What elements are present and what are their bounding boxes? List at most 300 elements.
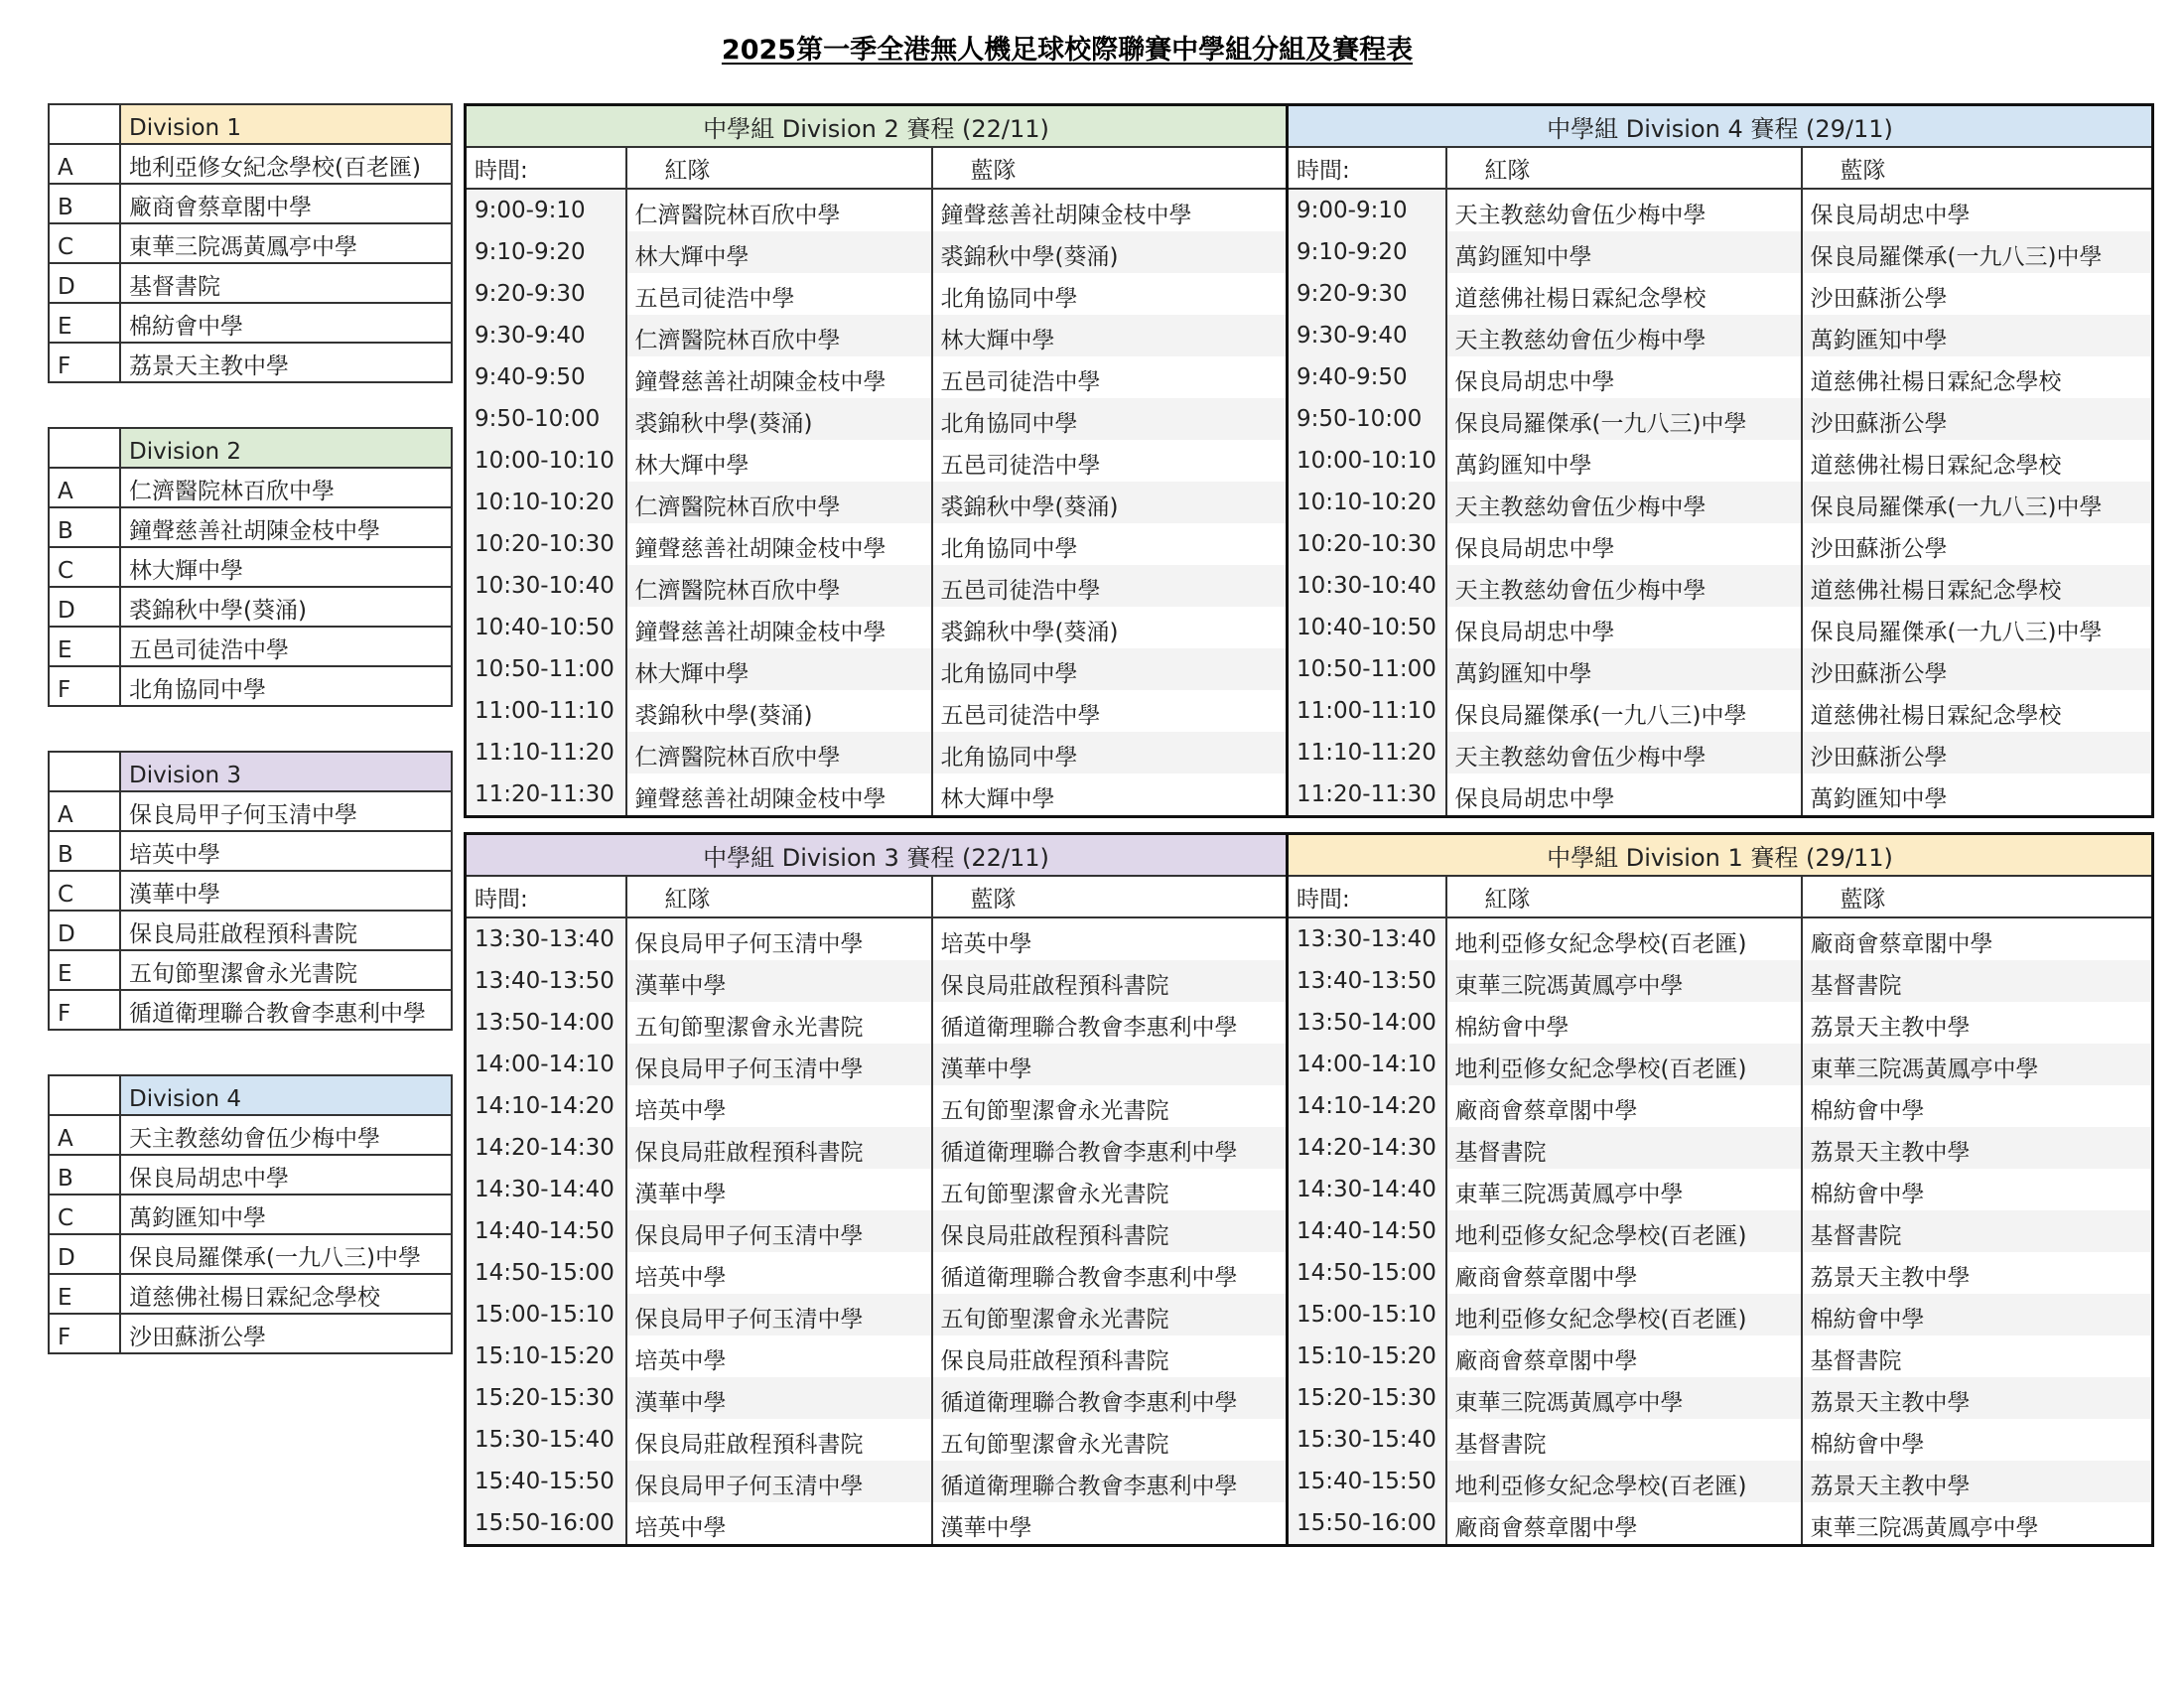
- match-row: [466, 648, 2153, 690]
- match-blue: 循道衛理聯合教會李惠利中學: [932, 1252, 1288, 1294]
- match-row: [466, 732, 2153, 774]
- match-row: [466, 607, 2153, 648]
- match-row: [466, 1085, 2153, 1127]
- match-time: 14:20-14:30: [1288, 1127, 1446, 1169]
- match-red: 保良局莊啟程預科書院: [626, 1419, 932, 1461]
- match-blue: 基督書院: [1802, 1210, 2153, 1252]
- match-red: 地利亞修女紀念學校(百老匯): [1446, 1210, 1802, 1252]
- match-blue: 基督書院: [1802, 960, 2153, 1002]
- column-header-blue: 藍隊: [932, 876, 1288, 917]
- schedule-block-bottom: [464, 832, 2154, 1547]
- team-name: 仁濟醫院林百欣中學: [120, 468, 452, 507]
- team-name: 培英中學: [120, 831, 452, 871]
- page-title: 2025第一季全港無人機足球校際聯賽中學組分組及賽程表: [721, 35, 1414, 66]
- division-list: [48, 103, 453, 383]
- match-blue: 林大輝中學: [932, 774, 1288, 817]
- column-header-time: 時間:: [466, 147, 626, 189]
- team-letter: F: [49, 990, 120, 1030]
- match-blue: 萬鈞匯知中學: [1802, 774, 2153, 817]
- column-header-time: 時間:: [1288, 147, 1446, 189]
- match-time: 9:50-10:00: [1288, 398, 1446, 440]
- division-team-row: [49, 1274, 452, 1314]
- match-red: 天主教慈幼會伍少梅中學: [1446, 565, 1802, 607]
- division-team-row: [49, 627, 452, 666]
- match-blue: 北角協同中學: [932, 273, 1288, 315]
- team-name: 萬鈞匯知中學: [120, 1195, 452, 1234]
- match-blue: 棉紡會中學: [1802, 1419, 2153, 1461]
- team-name: 五邑司徒浩中學: [120, 627, 452, 666]
- match-red: 培英中學: [626, 1502, 932, 1546]
- match-time: 13:50-14:00: [1288, 1002, 1446, 1044]
- match-time: 10:50-11:00: [1288, 648, 1446, 690]
- team-letter: C: [49, 547, 120, 587]
- column-header-red: 紅隊: [626, 147, 932, 189]
- match-row: [466, 1377, 2153, 1419]
- match-time: 9:40-9:50: [466, 356, 626, 398]
- match-blue: 保良局胡忠中學: [1802, 189, 2153, 231]
- division-list: [48, 751, 453, 1031]
- match-row: [466, 482, 2153, 523]
- match-blue: 五旬節聖潔會永光書院: [932, 1085, 1288, 1127]
- team-letter: D: [49, 263, 120, 303]
- match-blue: 五旬節聖潔會永光書院: [932, 1419, 1288, 1461]
- match-red: 漢華中學: [626, 1169, 932, 1210]
- match-blue: 道慈佛社楊日霖紀念學校: [1802, 565, 2153, 607]
- schedule-title: 中學組 Division 2 賽程 (22/11): [466, 105, 1288, 148]
- match-time: 14:00-14:10: [1288, 1044, 1446, 1085]
- match-blue: 保良局羅傑承(一九八三)中學: [1802, 607, 2153, 648]
- match-red: 廠商會蔡章閣中學: [1446, 1502, 1802, 1546]
- team-name: 循道衛理聯合教會李惠利中學: [120, 990, 452, 1030]
- match-red: 廠商會蔡章閣中學: [1446, 1252, 1802, 1294]
- match-row: [466, 1461, 2153, 1502]
- match-blue: 循道衛理聯合教會李惠利中學: [932, 1002, 1288, 1044]
- team-letter: C: [49, 871, 120, 911]
- match-row: [466, 1127, 2153, 1169]
- match-time: 14:00-14:10: [466, 1044, 626, 1085]
- match-time: 9:20-9:30: [1288, 273, 1446, 315]
- match-red: 保良局胡忠中學: [1446, 356, 1802, 398]
- division-team-row: [49, 791, 452, 831]
- column-header-blue: 藍隊: [1802, 876, 2153, 917]
- match-blue: 裘錦秋中學(葵涌): [932, 482, 1288, 523]
- match-red: 保良局胡忠中學: [1446, 774, 1802, 817]
- division-team-row: [49, 990, 452, 1030]
- match-blue: 基督書院: [1802, 1336, 2153, 1377]
- match-row: [466, 231, 2153, 273]
- match-blue: 棉紡會中學: [1802, 1169, 2153, 1210]
- division-name: Division 4: [120, 1075, 452, 1115]
- match-time: 13:30-13:40: [1288, 917, 1446, 960]
- match-row: [466, 774, 2153, 817]
- division-team-row: [49, 950, 452, 990]
- match-blue: 漢華中學: [932, 1044, 1288, 1085]
- match-red: 地利亞修女紀念學校(百老匯): [1446, 1294, 1802, 1336]
- match-time: 11:10-11:20: [466, 732, 626, 774]
- match-blue: 北角協同中學: [932, 648, 1288, 690]
- match-time: 13:30-13:40: [466, 917, 626, 960]
- team-name: 鐘聲慈善社胡陳金枝中學: [120, 507, 452, 547]
- division-team-row: [49, 831, 452, 871]
- team-name: 道慈佛社楊日霖紀念學校: [120, 1274, 452, 1314]
- match-blue: 裘錦秋中學(葵涌): [932, 607, 1288, 648]
- match-red: 鐘聲慈善社胡陳金枝中學: [626, 774, 932, 817]
- match-time: 10:30-10:40: [1288, 565, 1446, 607]
- match-red: 萬鈞匯知中學: [1446, 231, 1802, 273]
- match-row: [466, 523, 2153, 565]
- match-blue: 五邑司徒浩中學: [932, 440, 1288, 482]
- match-blue: 培英中學: [932, 917, 1288, 960]
- team-name: 保良局胡忠中學: [120, 1155, 452, 1195]
- team-letter: F: [49, 666, 120, 706]
- division-header-row: [49, 752, 452, 791]
- match-red: 地利亞修女紀念學校(百老匯): [1446, 1461, 1802, 1502]
- match-red: 培英中學: [626, 1252, 932, 1294]
- match-time: 13:50-14:00: [466, 1002, 626, 1044]
- match-blue: 荔景天主教中學: [1802, 1252, 2153, 1294]
- match-blue: 保良局莊啟程預科書院: [932, 960, 1288, 1002]
- match-time: 9:40-9:50: [1288, 356, 1446, 398]
- match-red: 仁濟醫院林百欣中學: [626, 315, 932, 356]
- match-time: 11:20-11:30: [1288, 774, 1446, 817]
- team-name: 五旬節聖潔會永光書院: [120, 950, 452, 990]
- match-blue: 道慈佛社楊日霖紀念學校: [1802, 440, 2153, 482]
- team-letter: E: [49, 950, 120, 990]
- match-red: 萬鈞匯知中學: [1446, 648, 1802, 690]
- match-blue: 棉紡會中學: [1802, 1085, 2153, 1127]
- match-red: 廠商會蔡章閣中學: [1446, 1085, 1802, 1127]
- match-blue: 保良局羅傑承(一九八三)中學: [1802, 231, 2153, 273]
- match-time: 11:00-11:10: [466, 690, 626, 732]
- match-blue: 保良局莊啟程預科書院: [932, 1210, 1288, 1252]
- division-team-row: [49, 666, 452, 706]
- match-red: 保良局甲子何玉清中學: [626, 1294, 932, 1336]
- team-letter: F: [49, 1314, 120, 1353]
- team-name: 保良局羅傑承(一九八三)中學: [120, 1234, 452, 1274]
- match-blue: 荔景天主教中學: [1802, 1377, 2153, 1419]
- match-time: 14:10-14:20: [1288, 1085, 1446, 1127]
- match-time: 15:40-15:50: [466, 1461, 626, 1502]
- team-letter: A: [49, 1115, 120, 1155]
- match-red: 東華三院馮黃鳳亭中學: [1446, 1377, 1802, 1419]
- match-blue: 北角協同中學: [932, 523, 1288, 565]
- match-time: 15:10-15:20: [1288, 1336, 1446, 1377]
- match-blue: 沙田蘇浙公學: [1802, 648, 2153, 690]
- team-letter: B: [49, 507, 120, 547]
- match-blue: 沙田蘇浙公學: [1802, 273, 2153, 315]
- match-time: 10:30-10:40: [466, 565, 626, 607]
- match-blue: 五旬節聖潔會永光書院: [932, 1294, 1288, 1336]
- match-blue: 五邑司徒浩中學: [932, 356, 1288, 398]
- match-time: 15:00-15:10: [1288, 1294, 1446, 1336]
- division-header-row: [49, 104, 452, 144]
- division-team-row: [49, 871, 452, 911]
- team-name: 沙田蘇浙公學: [120, 1314, 452, 1353]
- match-red: 廠商會蔡章閣中學: [1446, 1336, 1802, 1377]
- match-time: 15:00-15:10: [466, 1294, 626, 1336]
- match-red: 林大輝中學: [626, 648, 932, 690]
- match-time: 10:10-10:20: [466, 482, 626, 523]
- match-time: 9:10-9:20: [1288, 231, 1446, 273]
- team-letter: A: [49, 468, 120, 507]
- match-red: 基督書院: [1446, 1127, 1802, 1169]
- schedule-header-row: [466, 105, 2153, 148]
- team-letter: C: [49, 223, 120, 263]
- match-time: 10:00-10:10: [1288, 440, 1446, 482]
- team-letter: B: [49, 831, 120, 871]
- match-red: 東華三院馮黃鳳亭中學: [1446, 1169, 1802, 1210]
- match-row: [466, 565, 2153, 607]
- match-red: 東華三院馮黃鳳亭中學: [1446, 960, 1802, 1002]
- division-team-row: [49, 303, 452, 343]
- match-blue: 荔景天主教中學: [1802, 1127, 2153, 1169]
- match-red: 培英中學: [626, 1085, 932, 1127]
- match-red: 保良局甲子何玉清中學: [626, 1461, 932, 1502]
- division-header-row: [49, 1075, 452, 1115]
- match-time: 10:00-10:10: [466, 440, 626, 482]
- match-blue: 林大輝中學: [932, 315, 1288, 356]
- match-row: [466, 1419, 2153, 1461]
- match-time: 15:40-15:50: [1288, 1461, 1446, 1502]
- match-time: 11:10-11:20: [1288, 732, 1446, 774]
- match-blue: 沙田蘇浙公學: [1802, 398, 2153, 440]
- match-time: 9:30-9:40: [1288, 315, 1446, 356]
- match-time: 15:20-15:30: [466, 1377, 626, 1419]
- division-list: [48, 1074, 453, 1354]
- match-row: [466, 917, 2153, 960]
- match-time: 14:20-14:30: [466, 1127, 626, 1169]
- match-time: 15:50-16:00: [466, 1502, 626, 1546]
- match-blue: 北角協同中學: [932, 732, 1288, 774]
- match-time: 14:10-14:20: [466, 1085, 626, 1127]
- match-blue: 循道衛理聯合教會李惠利中學: [932, 1377, 1288, 1419]
- division-header-blank: [49, 1075, 120, 1115]
- match-blue: 道慈佛社楊日霖紀念學校: [1802, 690, 2153, 732]
- division-header-blank: [49, 104, 120, 144]
- match-time: 11:20-11:30: [466, 774, 626, 817]
- schedule-title: 中學組 Division 4 賽程 (29/11): [1288, 105, 2153, 148]
- match-time: 10:50-11:00: [466, 648, 626, 690]
- schedule-title: 中學組 Division 3 賽程 (22/11): [466, 834, 1288, 877]
- match-row: [466, 1252, 2153, 1294]
- column-header-blue: 藍隊: [932, 147, 1288, 189]
- division-name: Division 1: [120, 104, 452, 144]
- team-name: 保良局甲子何玉清中學: [120, 791, 452, 831]
- team-letter: C: [49, 1195, 120, 1234]
- match-row: [466, 1502, 2153, 1546]
- match-blue: 沙田蘇浙公學: [1802, 523, 2153, 565]
- schedule-title: 中學組 Division 1 賽程 (29/11): [1288, 834, 2153, 877]
- team-name: 漢華中學: [120, 871, 452, 911]
- team-letter: B: [49, 184, 120, 223]
- team-name: 基督書院: [120, 263, 452, 303]
- match-row: [466, 1044, 2153, 1085]
- division-team-row: [49, 587, 452, 627]
- team-letter: A: [49, 144, 120, 184]
- match-time: 9:00-9:10: [1288, 189, 1446, 231]
- match-red: 仁濟醫院林百欣中學: [626, 732, 932, 774]
- team-name: 棉紡會中學: [120, 303, 452, 343]
- match-red: 保良局羅傑承(一九八三)中學: [1446, 398, 1802, 440]
- match-red: 仁濟醫院林百欣中學: [626, 482, 932, 523]
- match-time: 15:50-16:00: [1288, 1502, 1446, 1546]
- team-name: 地利亞修女紀念學校(百老匯): [120, 144, 452, 184]
- match-red: 棉紡會中學: [1446, 1002, 1802, 1044]
- division-team-row: [49, 1195, 452, 1234]
- match-red: 培英中學: [626, 1336, 932, 1377]
- division-team-row: [49, 911, 452, 950]
- match-time: 10:10-10:20: [1288, 482, 1446, 523]
- team-name: 保良局莊啟程預科書院: [120, 911, 452, 950]
- match-red: 保良局甲子何玉清中學: [626, 1210, 932, 1252]
- match-red: 鐘聲慈善社胡陳金枝中學: [626, 356, 932, 398]
- match-red: 保良局胡忠中學: [1446, 607, 1802, 648]
- match-red: 天主教慈幼會伍少梅中學: [1446, 732, 1802, 774]
- match-time: 10:20-10:30: [1288, 523, 1446, 565]
- match-red: 保良局甲子何玉清中學: [626, 917, 932, 960]
- division-name: Division 3: [120, 752, 452, 791]
- match-time: 9:10-9:20: [466, 231, 626, 273]
- match-row: [466, 315, 2153, 356]
- match-blue: 五邑司徒浩中學: [932, 565, 1288, 607]
- team-name: 裘錦秋中學(葵涌): [120, 587, 452, 627]
- division-team-row: [49, 1314, 452, 1353]
- division-team-row: [49, 1155, 452, 1195]
- match-time: 15:20-15:30: [1288, 1377, 1446, 1419]
- match-red: 地利亞修女紀念學校(百老匯): [1446, 1044, 1802, 1085]
- division-team-row: [49, 223, 452, 263]
- match-time: 14:30-14:40: [1288, 1169, 1446, 1210]
- match-blue: 萬鈞匯知中學: [1802, 315, 2153, 356]
- match-red: 仁濟醫院林百欣中學: [626, 565, 932, 607]
- match-blue: 循道衛理聯合教會李惠利中學: [932, 1461, 1288, 1502]
- division-team-row: [49, 144, 452, 184]
- match-blue: 保良局羅傑承(一九八三)中學: [1802, 482, 2153, 523]
- match-row: [466, 356, 2153, 398]
- match-red: 天主教慈幼會伍少梅中學: [1446, 189, 1802, 231]
- match-red: 基督書院: [1446, 1419, 1802, 1461]
- match-red: 保良局莊啟程預科書院: [626, 1127, 932, 1169]
- match-red: 保良局甲子何玉清中學: [626, 1044, 932, 1085]
- match-red: 林大輝中學: [626, 231, 932, 273]
- team-name: 林大輝中學: [120, 547, 452, 587]
- match-blue: 漢華中學: [932, 1502, 1288, 1546]
- column-header-row: [466, 876, 2153, 917]
- team-letter: F: [49, 343, 120, 382]
- team-name: 北角協同中學: [120, 666, 452, 706]
- match-red: 天主教慈幼會伍少梅中學: [1446, 482, 1802, 523]
- match-blue: 廠商會蔡章閣中學: [1802, 917, 2153, 960]
- match-red: 萬鈞匯知中學: [1446, 440, 1802, 482]
- team-letter: E: [49, 1274, 120, 1314]
- match-row: [466, 398, 2153, 440]
- division-name: Division 2: [120, 428, 452, 468]
- team-letter: D: [49, 911, 120, 950]
- match-row: [466, 690, 2153, 732]
- match-red: 保良局胡忠中學: [1446, 523, 1802, 565]
- match-blue: 北角協同中學: [932, 398, 1288, 440]
- match-red: 漢華中學: [626, 960, 932, 1002]
- match-red: 五邑司徒浩中學: [626, 273, 932, 315]
- match-red: 鐘聲慈善社胡陳金枝中學: [626, 607, 932, 648]
- division-header-blank: [49, 428, 120, 468]
- match-blue: 循道衛理聯合教會李惠利中學: [932, 1127, 1288, 1169]
- division-team-row: [49, 468, 452, 507]
- match-red: 裘錦秋中學(葵涌): [626, 690, 932, 732]
- match-time: 9:00-9:10: [466, 189, 626, 231]
- division-team-row: [49, 1234, 452, 1274]
- match-time: 9:50-10:00: [466, 398, 626, 440]
- schedule-block-top: [464, 103, 2154, 818]
- match-blue: 保良局莊啟程預科書院: [932, 1336, 1288, 1377]
- division-header-row: [49, 428, 452, 468]
- team-letter: D: [49, 587, 120, 627]
- match-row: [466, 1294, 2153, 1336]
- match-time: 10:40-10:50: [466, 607, 626, 648]
- team-letter: D: [49, 1234, 120, 1274]
- division-team-row: [49, 547, 452, 587]
- match-blue: 五旬節聖潔會永光書院: [932, 1169, 1288, 1210]
- division-list: [48, 427, 453, 707]
- match-time: 14:50-15:00: [466, 1252, 626, 1294]
- match-time: 15:30-15:40: [1288, 1419, 1446, 1461]
- match-red: 五旬節聖潔會永光書院: [626, 1002, 932, 1044]
- match-red: 林大輝中學: [626, 440, 932, 482]
- match-time: 14:40-14:50: [466, 1210, 626, 1252]
- division-team-row: [49, 184, 452, 223]
- division-header-blank: [49, 752, 120, 791]
- match-red: 漢華中學: [626, 1377, 932, 1419]
- match-red: 鐘聲慈善社胡陳金枝中學: [626, 523, 932, 565]
- match-blue: 道慈佛社楊日霖紀念學校: [1802, 356, 2153, 398]
- match-row: [466, 960, 2153, 1002]
- match-time: 10:20-10:30: [466, 523, 626, 565]
- team-name: 天主教慈幼會伍少梅中學: [120, 1115, 452, 1155]
- team-letter: E: [49, 627, 120, 666]
- match-row: [466, 1336, 2153, 1377]
- match-red: 保良局羅傑承(一九八三)中學: [1446, 690, 1802, 732]
- match-time: 14:50-15:00: [1288, 1252, 1446, 1294]
- match-time: 11:00-11:10: [1288, 690, 1446, 732]
- team-letter: A: [49, 791, 120, 831]
- column-header-time: 時間:: [466, 876, 626, 917]
- match-time: 13:40-13:50: [1288, 960, 1446, 1002]
- column-header-red: 紅隊: [1446, 876, 1802, 917]
- match-blue: 沙田蘇浙公學: [1802, 732, 2153, 774]
- match-row: [466, 1002, 2153, 1044]
- match-time: 15:10-15:20: [466, 1336, 626, 1377]
- column-header-time: 時間:: [1288, 876, 1446, 917]
- match-red: 天主教慈幼會伍少梅中學: [1446, 315, 1802, 356]
- match-blue: 荔景天主教中學: [1802, 1002, 2153, 1044]
- match-row: [466, 189, 2153, 231]
- match-blue: 荔景天主教中學: [1802, 1461, 2153, 1502]
- match-blue: 鐘聲慈善社胡陳金枝中學: [932, 189, 1288, 231]
- column-header-row: [466, 147, 2153, 189]
- division-team-row: [49, 1115, 452, 1155]
- match-time: 15:30-15:40: [466, 1419, 626, 1461]
- match-red: 裘錦秋中學(葵涌): [626, 398, 932, 440]
- match-red: 仁濟醫院林百欣中學: [626, 189, 932, 231]
- match-row: [466, 1210, 2153, 1252]
- division-team-row: [49, 507, 452, 547]
- match-blue: 裘錦秋中學(葵涌): [932, 231, 1288, 273]
- match-row: [466, 1169, 2153, 1210]
- team-letter: B: [49, 1155, 120, 1195]
- match-row: [466, 273, 2153, 315]
- match-time: 14:30-14:40: [466, 1169, 626, 1210]
- match-time: 9:30-9:40: [466, 315, 626, 356]
